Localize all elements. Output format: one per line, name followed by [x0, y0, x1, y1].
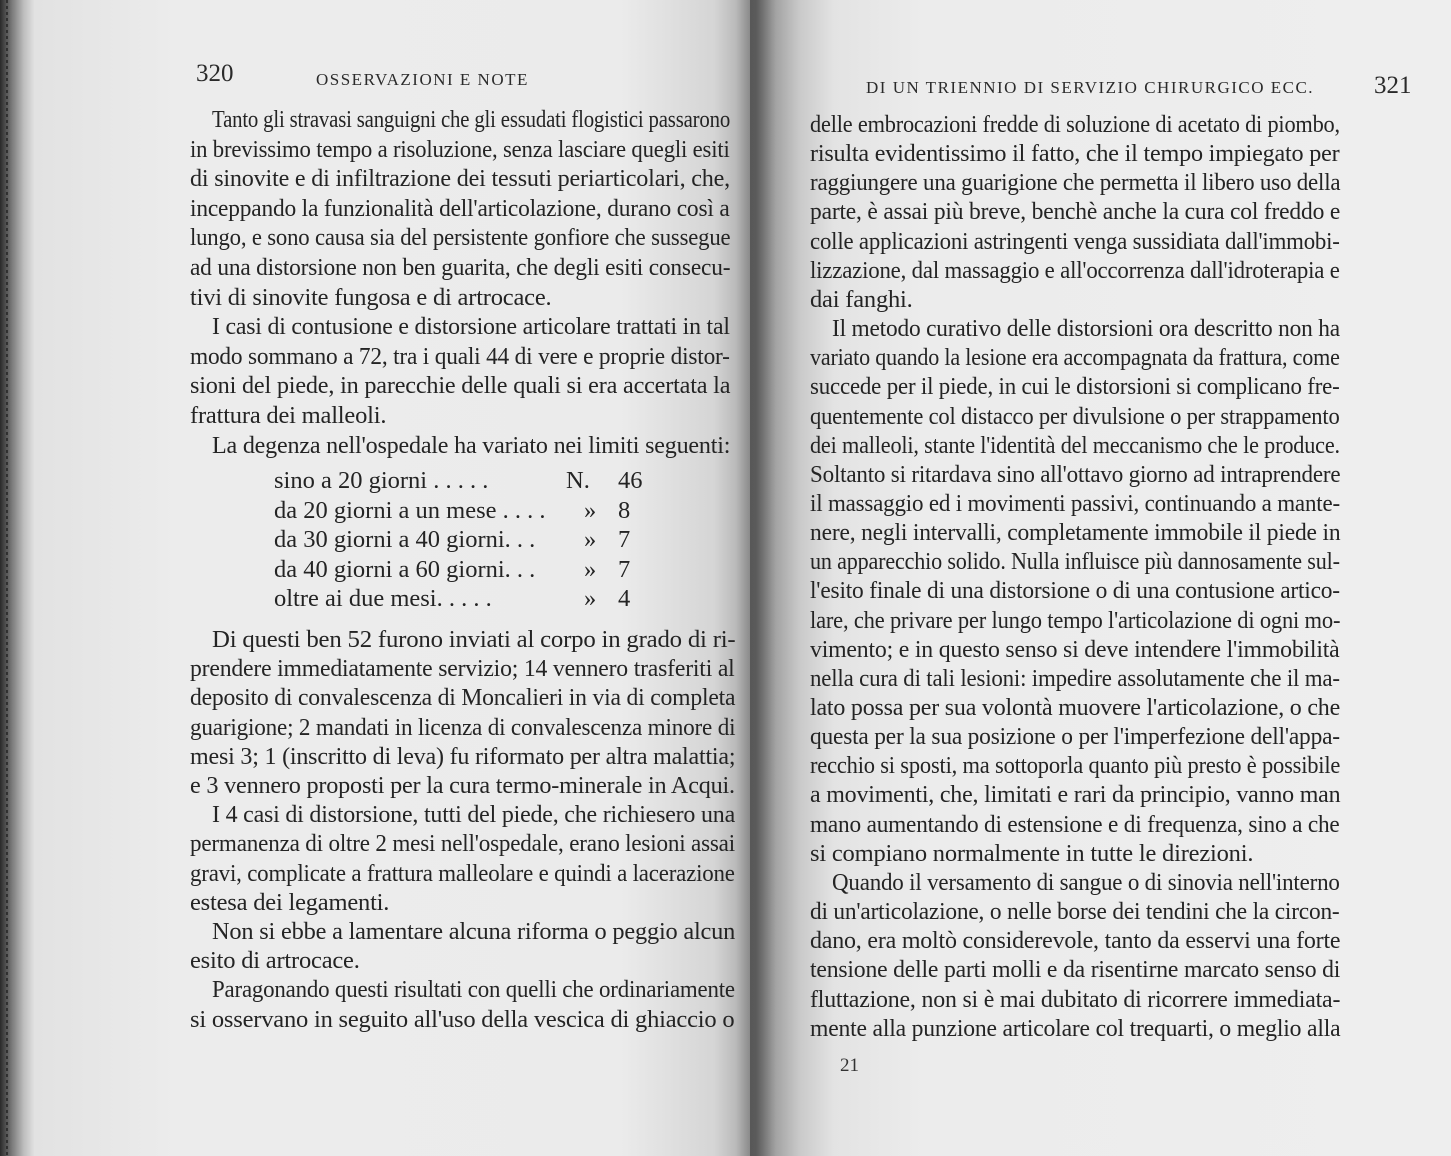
text-line: lizzazione, dal massaggio e all'occorrenza dall'idroterapia e [810, 256, 1340, 284]
text-line: gravi, complicate a frattura malleolare e quindi a lacerazione [190, 859, 735, 887]
text-line: tensione delle parti molli e da risentirne marcato senso di [810, 956, 1341, 984]
text-line: sioni del piede, in parecchie delle quali si era accertata la [190, 372, 731, 400]
text-line: di un'articolazione, o nelle borse dei tendini che la circon- [810, 898, 1340, 926]
table-row-unit: » [584, 585, 597, 612]
book-gutter [736, 0, 776, 1156]
text-line: mesi 3; 1 (inscritto di leva) fu riformato per altra malattia; [190, 742, 736, 770]
text-line: a movimenti, che, limitati e rari da principio, vanno man [810, 781, 1341, 809]
text-line: deposito di convalescenza di Moncalieri in via di completa [190, 684, 736, 712]
text-line: estesa dei legamenti. [190, 888, 390, 916]
text-line: lare, che privare per lungo tempo l'articolazione di ogni mo- [810, 606, 1341, 634]
text-line: permanenza di oltre 2 mesi nell'ospedale, erano lesioni assai [190, 830, 735, 858]
text-line: Tanto gli stravasi sanguigni che gli essudati flogistici passarono [212, 106, 731, 133]
text-line: l'esito finale di una distorsione o di una contusione artico- [810, 577, 1340, 605]
text-line: dei malleoli, stante l'identità del meccanismo che le produce. [810, 431, 1340, 459]
text-line: colle applicazioni astringenti venga sussidiata dall'immobi- [810, 227, 1340, 255]
text-line: quentemente col distacco per divulsione o per strappamento [810, 402, 1340, 430]
text-line: mano aumentando di estensione e di frequenza, sino a che [810, 810, 1340, 838]
table-row-unit: » [584, 555, 597, 583]
text-line: e 3 vennero proposti per la cura termo-minerale in Acqui. [190, 772, 735, 799]
text-line: Il metodo curativo delle distorsioni ora descritto non ha [832, 315, 1340, 343]
text-line: lungo, e sono causa sia del persistente gonfiore che sussegue [190, 224, 731, 252]
table-row-value: 46 [618, 467, 643, 494]
table-row-value: 4 [618, 585, 631, 612]
text-line: fluttazione, non si è mai dubitato di ricorrere immediata- [810, 985, 1341, 1013]
table-row-value: 8 [618, 496, 631, 524]
text-line: La degenza nell'ospedale ha variato nei limiti seguenti: [212, 431, 731, 459]
text-line: guarigione; 2 mandati in licenza di convalescenza minore di [190, 713, 736, 741]
text-line: di sinovite e di infiltrazione dei tessuti periarticolari, che, [190, 165, 730, 193]
table-row-value: 7 [618, 526, 631, 553]
text-line: delle embrocazioni fredde di soluzione di acetato di piombo, [810, 111, 1340, 138]
text-line: si compiano normalmente in tutte le direzioni. [810, 839, 1254, 867]
text-line: risulta evidentissimo il fatto, che il tempo impiegato per [810, 140, 1340, 168]
table-row-label: oltre ai due mesi. . . . . [274, 585, 492, 612]
table-row-label: da 20 giorni a un mese . . . . [274, 496, 546, 524]
text-line: nere, negli intervalli, completamente immobile il piede in [810, 519, 1341, 547]
text-line: frattura dei malleoli. [190, 402, 387, 429]
text-line: si osservano in seguito all'uso della vescica di ghiaccio o [190, 1005, 735, 1033]
text-line: dano, era moltò considerevole, tanto da esservi una forte [810, 927, 1341, 955]
text-line: questa per la sua posizione o per l'imperfezione dell'appa- [810, 723, 1340, 751]
table-row-label: da 30 giorni a 40 giorni. . . [274, 526, 536, 553]
text-line: Non si ebbe a lamentare alcuna riforma o peggio alcun [212, 918, 736, 945]
text-line: il massaggio ed i movimenti passivi, continuando a mante- [810, 489, 1340, 517]
text-line: modo sommano a 72, tra i quali 44 di vere e proprie distor- [190, 342, 730, 370]
table-row-unit: » [584, 526, 597, 553]
table-row-unit: N. [566, 467, 590, 494]
text-line: variato quando la lesione era accompagnata da frattura, come [810, 344, 1340, 372]
table-row-label: sino a 20 giorni . . . . . [274, 467, 489, 494]
book-edge [0, 0, 34, 1156]
text-line: mente alla punzione articolare col trequarti, o meglio alla [810, 1014, 1341, 1042]
text-line: un apparecchio solido. Nulla influisce più dannosamente sul- [810, 548, 1340, 576]
left-running-head: OSSERVAZIONI E NOTE [316, 70, 529, 89]
text-line: prendere immediatamente servizio; 14 vennero trasferiti al [190, 655, 735, 683]
text-line: tivi di sinovite fungosa e di artrocace. [190, 283, 552, 311]
table-row-unit: » [584, 496, 597, 524]
text-line: Soltanto si ritardava sino all'ottavo giorno ad intraprendere [810, 460, 1341, 488]
text-line: inceppando la funzionalità dell'articolazione, durano così a [190, 194, 730, 222]
text-line: Di questi ben 52 furono inviati al corpo in grado di ri- [212, 626, 736, 653]
text-line: Quando il versamento di sangue o di sinovia nell'interno [832, 868, 1340, 896]
signature-mark: 21 [840, 1055, 859, 1076]
text-line: Paragonando questi risultati con quelli che ordinariamente [212, 976, 735, 1004]
text-line: succede per il piede, in cui le distorsioni si complicano fre- [810, 373, 1340, 401]
text-line: nella cura di tali lesioni: impedire assolutamente che il ma- [810, 664, 1340, 692]
text-line: I 4 casi di distorsione, tutti del piede, che richiesero una [212, 801, 736, 829]
table-row-label: da 40 giorni a 60 giorni. . . [274, 555, 536, 583]
text-line: I casi di contusione e distorsione articolare trattati in tal [212, 313, 730, 341]
text-line: ad una distorsione non ben guarita, che degli esiti consecu- [190, 254, 731, 281]
text-line: raggiungere una guarigione che permetta il libero uso della [810, 169, 1341, 197]
text-line: dai fanghi. [810, 285, 913, 313]
right-page-number: 321 [1374, 72, 1412, 99]
left-page-number: 320 [196, 60, 234, 87]
text-line: in brevissimo tempo a risoluzione, senza lasciare quegli esiti [190, 135, 730, 163]
text-line: recchio si sposti, ma sottoporla quanto più presto è possibile [810, 752, 1341, 780]
text-line: lato possa per sua volontà muovere l'articolazione, o che [810, 694, 1341, 721]
text-line: vimento; e in questo senso si deve intendere l'immobilità [810, 635, 1340, 663]
table-row-value: 7 [618, 555, 631, 583]
right-running-head: DI UN TRIENNIO DI SERVIZIO CHIRURGICO ECC. [866, 78, 1315, 97]
text-line: esito di artrocace. [190, 947, 360, 975]
text-line: parte, è assai più breve, benchè anche la cura col freddo e [810, 198, 1341, 226]
